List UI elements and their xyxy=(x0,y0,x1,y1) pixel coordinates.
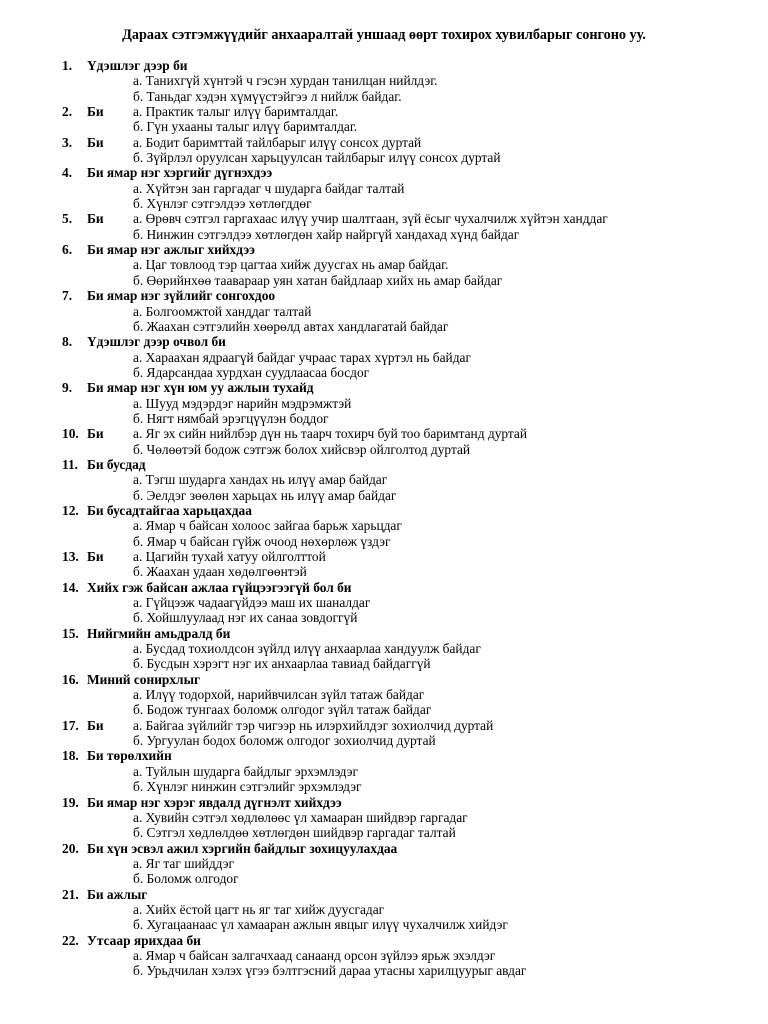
question-prompt: Би ямар нэг хэрэг явдалд дүгнэлт хийхдээ xyxy=(87,794,342,810)
question-number: 16. xyxy=(62,671,79,687)
option-b[interactable]: б. Бодож тунгаах боломж олгодог зүйл татаж байдаг xyxy=(133,702,432,718)
question-item xyxy=(0,672,768,718)
option-b[interactable]: б. Чөлөөтэй бодож сэтгэж болох хийсвэр ойлголтод дуртай xyxy=(133,441,471,457)
question-item xyxy=(0,718,768,749)
option-a[interactable]: а. Яг таг шийддэг xyxy=(133,855,235,871)
question-prompt: Миний сонирхлыг xyxy=(87,671,201,687)
question-number: 22. xyxy=(62,932,79,948)
question-number: 11. xyxy=(62,456,78,472)
question-item xyxy=(0,288,768,334)
option-a[interactable]: а. Бодит баримттай тайлбарыг илүү сонсох дуртай xyxy=(133,134,422,150)
option-a[interactable]: а. Өрөвч сэтгэл гаргахаас илүү учир шалтгаан, зүй ёсыг чухалчилж хүйтэн ханддаг xyxy=(133,211,608,227)
option-b[interactable]: б. Жаахан сэтгэлийн хөөрөлд автах хандлагатай байдаг xyxy=(133,318,449,334)
question-prompt: Би xyxy=(87,211,104,227)
question-item xyxy=(0,549,768,580)
question-number: 1. xyxy=(62,58,73,73)
question-number: 8. xyxy=(62,334,73,350)
question-item xyxy=(0,426,768,457)
question-prompt: Би ямар нэг зүйлийг сонгохдоо xyxy=(87,288,276,304)
question-item xyxy=(0,58,768,104)
question-number: 10. xyxy=(62,426,79,442)
question-prompt: Би xyxy=(87,426,104,442)
question-number: 2. xyxy=(62,104,73,120)
question-item xyxy=(0,380,768,426)
option-a[interactable]: а. Ямар ч байсан залгачхаад санаанд орсон зүйлээ ярьж эхэлдэг xyxy=(133,947,496,963)
page-title: Дараах сэтгэмжүүдийг анхааралтай уншаад өөрт тохирох хувилбарыг сонгоно уу. xyxy=(122,27,646,43)
option-b[interactable]: б. Ядарсандаа хурдхан суудлаасаа босдог xyxy=(133,364,370,380)
option-b[interactable]: б. Зүйрлэл оруулсан харьцуулсан тайлбарыг илүү сонсох дуртай xyxy=(133,150,501,166)
option-b[interactable]: б. Урьдчилан хэлэх үгээ бэлтгэсний дараа утасны харилцуурыг авдаг xyxy=(133,963,527,979)
option-a[interactable]: а. Шууд мэдэрдэг нарийн мэдрэмжтэй xyxy=(133,395,352,411)
option-a[interactable]: а. Цаг товлоод тэр цагтаа хийж дуусгах нь амар байдаг. xyxy=(133,257,449,273)
option-b[interactable]: б. Нягт нямбай эрэгцүүлэн боддог xyxy=(133,410,329,426)
question-prompt: Би xyxy=(87,134,104,150)
question-item xyxy=(0,580,768,626)
question-prompt: Би бусадтайгаа харьцахдаа xyxy=(87,502,252,518)
option-a[interactable]: а. Цагийн тухай хатуу ойлголттой xyxy=(133,549,326,564)
question-number: 4. xyxy=(62,165,73,181)
question-prompt: Үдэшлэг дээр би xyxy=(87,58,188,73)
question-prompt: Би ямар нэг ажлыг хийхдээ xyxy=(87,242,255,258)
option-a[interactable]: а. Хувийн сэтгэл хөдлөлөөс үл хамааран шийдвэр гаргадаг xyxy=(133,809,468,825)
question-item xyxy=(0,165,768,211)
option-a[interactable]: а. Туйлын шударга байдлыг эрхэмлэдэг xyxy=(133,763,359,779)
question-prompt: Би ажлыг xyxy=(87,886,148,902)
question-item xyxy=(0,104,768,135)
question-prompt: Би xyxy=(87,717,104,733)
option-b[interactable]: б. Өөрийнхөө таавараар уян хатан байдлаар хийх нь амар байдаг xyxy=(133,272,503,288)
option-b[interactable]: б. Ургуулан бодох боломж олгодог зохиолчид дуртай xyxy=(133,733,436,749)
option-b[interactable]: б. Хүнлэг сэтгэлдээ хөтлөгддөг xyxy=(133,196,312,212)
question-item xyxy=(0,626,768,672)
question-prompt: Би ямар нэг хүн юм уу ажлын тухайд xyxy=(87,380,314,396)
question-item xyxy=(0,242,768,288)
option-a[interactable]: а. Тэгш шударга хандах нь илүү амар байдаг xyxy=(133,472,388,488)
option-b[interactable]: б. Таньдаг хэдэн хүмүүстэйгээ л нийлж байдаг. xyxy=(133,88,402,104)
option-a[interactable]: а. Байгаа зүйлийг тэр чигээр нь илэрхийлдэг зохиолчид дуртай xyxy=(133,717,494,733)
option-a[interactable]: а. Ямар ч байсан холоос зайгаа барьж харьцдаг xyxy=(133,518,402,534)
option-a[interactable]: а. Хийх ёстой цагт нь яг таг хийж дуусгадаг xyxy=(133,901,385,917)
option-a[interactable]: а. Яг эх сийн нийлбэр дүн нь таарч тохирч буй тоо баримтанд дуртай xyxy=(133,426,528,442)
question-item xyxy=(0,887,768,933)
question-item xyxy=(0,795,768,841)
question-item xyxy=(0,748,768,794)
question-item xyxy=(0,211,768,242)
question-number: 21. xyxy=(62,886,79,902)
option-b[interactable]: б. Бусдын хэрэгт нэг их анхаарлаа тавиад байдаггүй xyxy=(133,656,431,672)
question-number: 19. xyxy=(62,794,79,810)
option-b[interactable]: б. Сэтгэл хөдлөлдөө хөтлөгдөн шийдвэр гаргадаг талтай xyxy=(133,825,456,841)
option-a[interactable]: а. Практик талыг илүү баримталдаг. xyxy=(133,104,339,120)
question-prompt: Би хүн эсвэл ажил хэргийн байдлыг зохицуулахдаа xyxy=(87,840,398,856)
option-b[interactable]: б. Хүнлэг нинжин сэтгэлийг эрхэмлэдэг xyxy=(133,779,362,795)
question-number: 3. xyxy=(62,134,73,150)
question-item xyxy=(0,334,768,380)
option-a[interactable]: а. Бусдад тохиолдсон зүйлд илүү анхаарлаа хандуулж байдаг xyxy=(133,641,481,657)
question-prompt: Би xyxy=(87,549,104,564)
option-b[interactable]: б. Хойшлуулаад нэг их санаа зовдоггүй xyxy=(133,610,358,626)
question-prompt: Би xyxy=(87,104,104,120)
question-number: 18. xyxy=(62,748,79,764)
question-number: 15. xyxy=(62,625,79,641)
question-prompt: Би ямар нэг хэргийг дүгнэхдээ xyxy=(87,165,273,181)
option-a[interactable]: а. Танихгүй хүнтэй ч гэсэн хурдан танилцан нийлдэг. xyxy=(133,73,438,89)
option-a[interactable]: а. Болгоомжтой ханддаг талтай xyxy=(133,303,312,319)
question-number: 7. xyxy=(62,288,73,304)
question-number: 20. xyxy=(62,840,79,856)
option-a[interactable]: а. Илүү тодорхой, нарийвчилсан зүйл татаж байдаг xyxy=(133,687,425,703)
question-number: 14. xyxy=(62,579,79,595)
question-prompt: Хийх гэж байсан ажлаа гүйцээгээгүй бол би xyxy=(87,579,352,595)
option-b[interactable]: б. Гүн ухааны талыг илүү баримталдаг. xyxy=(133,119,358,135)
question-prompt: Би төрөлхийн xyxy=(87,748,172,764)
question-item xyxy=(0,457,768,503)
question-prompt: Нийгмийн амьдралд би xyxy=(87,625,231,641)
question-item xyxy=(0,503,768,549)
question-number: 6. xyxy=(62,242,73,258)
question-number: 5. xyxy=(62,211,73,227)
question-prompt: Утсаар ярихдаа би xyxy=(87,932,201,948)
option-b[interactable]: б. Боломж олгодог xyxy=(133,871,239,887)
option-b[interactable]: б. Нинжин сэтгэлдээ хөтлөгдөн хайр найргүй хандахад хүнд байдаг xyxy=(133,226,520,242)
question-number: 17. xyxy=(62,717,79,733)
option-b[interactable]: б. Ямар ч байсан гүйж очоод нөхөрлөж үздэг xyxy=(133,533,391,549)
option-a[interactable]: а. Харaахан ядраагүй байдаг учраас тарах хүртэл нь байдаг xyxy=(133,349,471,365)
question-prompt: Би бусдад xyxy=(87,456,146,472)
option-b[interactable]: б. Жаахан удаан хөдөлгөөнтэй xyxy=(133,564,307,580)
option-a[interactable]: а. Хүйтэн зан гаргадаг ч шударга байдаг талтай xyxy=(133,180,405,196)
option-b[interactable]: б. Эелдэг зөөлөн харьцах нь илүү амар байдаг xyxy=(133,487,397,503)
question-item xyxy=(0,841,768,887)
option-b[interactable]: б. Хугацаанаас үл хамааран ажлын явцыг илүү чухалчилж хийдэг xyxy=(133,917,508,933)
question-item xyxy=(0,933,768,979)
question-prompt: Үдэшлэг дээр очвол би xyxy=(87,334,226,350)
question-number: 13. xyxy=(62,549,79,564)
question-item xyxy=(0,135,768,166)
question-number: 12. xyxy=(62,502,79,518)
question-list xyxy=(0,58,768,979)
option-a[interactable]: а. Гүйцээж чадаагүйдээ маш их шаналдаг xyxy=(133,595,371,611)
question-number: 9. xyxy=(62,380,73,396)
